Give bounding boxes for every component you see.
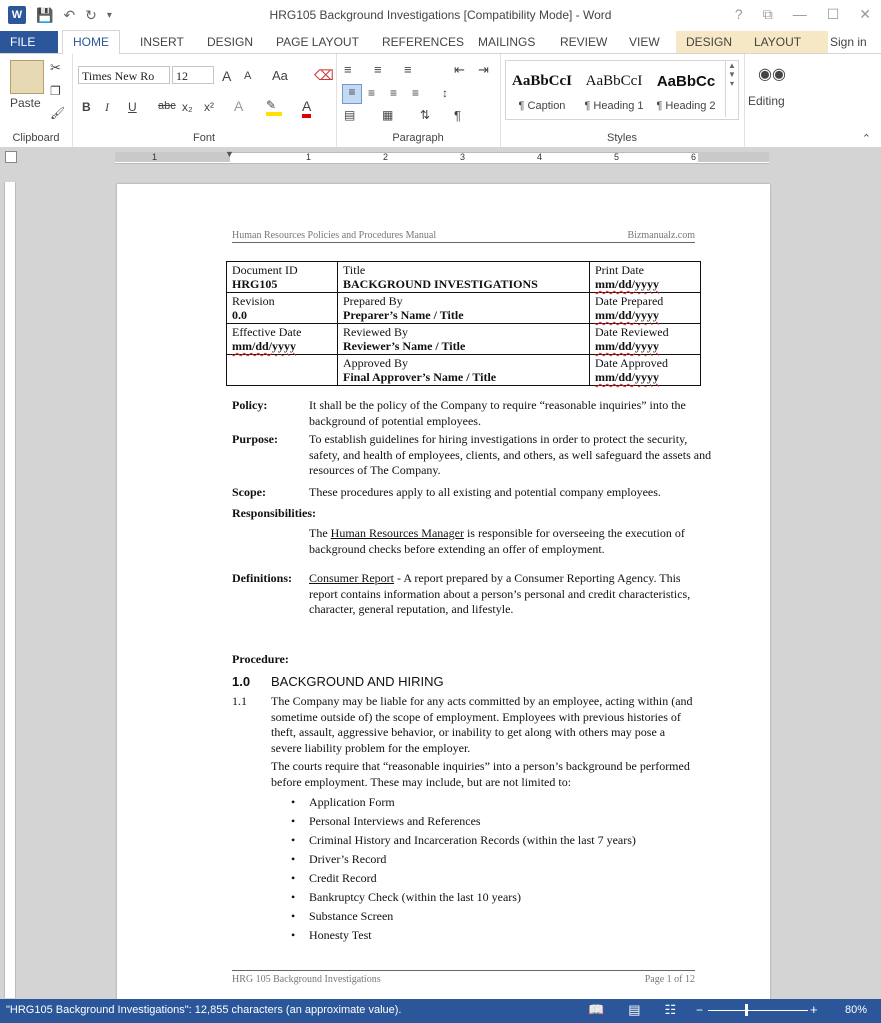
style-caption-sample: AaBbCcI — [511, 73, 572, 89]
horizontal-ruler[interactable] — [0, 147, 881, 167]
table-cell[interactable]: Date Approved mm/dd/yyyy — [590, 355, 701, 386]
align-right-icon[interactable]: ≡ — [390, 86, 398, 100]
format-painter-icon[interactable]: 🖌 — [50, 106, 66, 120]
styles-gallery — [505, 60, 739, 120]
purpose-text: To establish guidelines for hiring investigations in order to protect the security, safety, and health of employees, clients, and others, as well safeguard the assets and resources of The Company. — [309, 432, 712, 477]
tab-selector-icon[interactable] — [5, 151, 17, 163]
section-1-1-text: The Company may be liable for any acts committed by an employee, acting within (and sometime outside of) the scope of employment. Employees with previous histories of theft, assault, aggressive behavior, or inability to get along with others may pose a severe liability problem for the employer. — [271, 694, 693, 755]
section-1-1-number: 1.1 — [232, 694, 247, 708]
procedure-label: Procedure: — [232, 652, 289, 666]
copy-icon[interactable]: ❐ — [50, 84, 61, 98]
zoom-slider-handle[interactable] — [745, 1004, 748, 1016]
definitions-text: Consumer Report - A report prepared by a Consumer Reporting Agency. This report contains information about a person’s personal and credit characteristics, character, general reputation, and lifestyle. — [309, 571, 691, 616]
ruler-number: 1 — [306, 152, 312, 162]
heading-number: 1.0 — [232, 674, 251, 689]
table-cell[interactable]: Date Reviewed mm/dd/yyyy — [590, 324, 701, 355]
line-spacing-icon[interactable]: ↕ — [442, 86, 448, 100]
list-item: • Credit Record — [309, 869, 729, 888]
clear-formatting-icon[interactable]: ⌫ — [314, 67, 334, 83]
indent-marker-icon[interactable]: ▼ — [225, 149, 234, 159]
scope-text: These procedures apply to all existing and potential company employees. — [309, 485, 661, 499]
tab-design[interactable]: DESIGN — [207, 35, 254, 49]
show-marks-icon[interactable]: ¶ — [454, 108, 461, 123]
styles-scroll[interactable]: ▲ ▼ ▾ — [725, 61, 738, 117]
list-item: • Application Form — [309, 793, 729, 812]
clipboard-group-label: Clipboard — [12, 132, 60, 144]
ruler-number: 5 — [614, 152, 620, 162]
paste-button[interactable]: Paste — [10, 96, 41, 110]
ruler-number: 6 — [691, 152, 697, 162]
document-page[interactable] — [117, 184, 770, 1023]
window-title: HRG105 Background Investigations [Compatibility Mode] - Word — [269, 8, 612, 22]
table-cell[interactable]: Date Prepared mm/dd/yyyy — [590, 293, 701, 324]
inquiries-list — [309, 793, 729, 945]
styles-group-label: Styles — [607, 132, 637, 144]
multilevel-list-icon[interactable]: ≡ — [404, 62, 412, 77]
table-row — [227, 293, 701, 324]
shrink-font-button[interactable]: A — [244, 70, 252, 82]
table-cell[interactable]: Approved By Final Approver’s Name / Title — [338, 355, 590, 386]
zoom-slider[interactable] — [708, 1010, 808, 1011]
font-size-box[interactable]: 12 — [172, 66, 214, 84]
table-cell[interactable]: Title BACKGROUND INVESTIGATIONS — [338, 262, 590, 293]
vertical-ruler[interactable] — [4, 182, 16, 998]
scope-section — [232, 485, 712, 501]
font-group — [72, 54, 337, 147]
ruler-number: 3 — [460, 152, 466, 162]
strikethrough-button[interactable]: abc — [158, 100, 176, 112]
collapse-ribbon-icon[interactable]: ⌃ — [861, 133, 871, 145]
redo-icon[interactable]: ↻ — [85, 6, 97, 23]
find-binoculars-icon[interactable]: ◉◉ — [758, 66, 786, 83]
ruler-right-margin — [698, 152, 769, 162]
ribbon-display-icon[interactable]: ⧉ — [762, 6, 773, 22]
tab-review[interactable]: REVIEW — [560, 35, 608, 49]
clipboard-group — [0, 54, 73, 147]
table-cell[interactable] — [227, 355, 338, 386]
borders-icon[interactable]: ▦ — [382, 108, 394, 122]
tab-mailings[interactable]: MAILINGS — [478, 35, 536, 49]
tab-insert[interactable]: INSERT — [140, 35, 184, 49]
section-1-1-continued — [232, 759, 712, 791]
procedure-section — [232, 652, 712, 668]
policy-text: It shall be the policy of the Company to require “reasonable inquiries” into the background of potential employees. — [309, 398, 686, 428]
window-controls — [735, 6, 871, 23]
ribbon-tabs — [0, 31, 881, 54]
style-caption-name: ¶ Caption — [518, 100, 566, 112]
tab-page-layout[interactable]: PAGE LAYOUT — [276, 35, 359, 49]
ruler-number: 4 — [537, 152, 543, 162]
policy-section — [232, 398, 712, 430]
consumer-report-term[interactable]: Consumer Report — [309, 571, 394, 585]
font-color-icon[interactable]: A — [302, 98, 311, 118]
grow-font-button[interactable]: A — [222, 68, 232, 84]
heading-1-0 — [232, 674, 444, 689]
list-item: • Bankruptcy Check (within the last 10 years) — [309, 888, 729, 907]
list-item: • Honesty Test — [309, 926, 729, 945]
customize-qat-icon[interactable]: ▾ — [106, 9, 112, 21]
zoom-out-button[interactable]: − — [696, 1003, 704, 1017]
header-right: Bizmanualz.com — [627, 230, 695, 241]
cut-icon[interactable]: ✂ — [50, 60, 61, 75]
style-caption[interactable] — [506, 61, 578, 117]
definitions-label: Definitions: — [232, 571, 292, 585]
style-heading-1[interactable] — [578, 61, 650, 117]
table-cell[interactable]: Print Date mm/dd/yyyy — [590, 262, 701, 293]
change-case-button[interactable]: Aa — [272, 68, 288, 83]
responsibilities-section — [232, 506, 712, 522]
responsibilities-text: The Human Resources Manager is responsible for overseeing the execution of background checks before extending an offer of employment. — [309, 526, 685, 556]
table-cell[interactable]: Document ID HRG105 — [227, 262, 338, 293]
text-effects-icon[interactable]: A — [234, 98, 244, 114]
help-icon[interactable]: ? — [734, 6, 743, 22]
align-left-icon[interactable]: ≡ — [342, 84, 362, 104]
web-layout-icon[interactable]: ☷ — [664, 1002, 677, 1017]
style-heading-2-sample: AaBbCc — [656, 73, 716, 90]
table-cell[interactable]: Prepared By Preparer’s Name / Title — [338, 293, 590, 324]
list-item: • Substance Screen — [309, 907, 729, 926]
save-icon[interactable]: 💾 — [36, 6, 54, 23]
font-name-box[interactable]: Times New Ro — [78, 66, 170, 84]
table-row — [227, 324, 701, 355]
purpose-label: Purpose: — [232, 432, 278, 446]
editing-button[interactable]: Editing — [748, 94, 785, 108]
word-app-icon[interactable]: W — [8, 6, 26, 24]
increase-indent-icon[interactable]: ⇥ — [478, 62, 489, 77]
bullets-icon[interactable]: ≡ — [344, 62, 352, 77]
ribbon-home — [0, 54, 881, 148]
italic-button[interactable]: I — [105, 100, 109, 114]
table-row — [227, 355, 701, 386]
responsibilities-label: Responsibilities: — [232, 506, 317, 520]
list-item: • Criminal History and Incarceration Records (within the last 7 years) — [309, 831, 729, 850]
bold-button[interactable]: B — [82, 100, 91, 114]
section-1-1-continued-text: The courts require that “reasonable inquiries” into a person’s background be performed before employment. These may include, but are not limited to: — [271, 759, 690, 789]
sign-in-link[interactable]: Sign in — [830, 35, 867, 49]
shading-icon[interactable]: ▤ — [344, 108, 356, 122]
maximize-icon[interactable]: ☐ — [826, 6, 840, 22]
policy-label: Policy: — [232, 398, 268, 412]
header-left: Human Resources Policies and Procedures Manual — [232, 230, 437, 241]
heading-text: BACKGROUND AND HIRING — [271, 674, 444, 689]
tab-file[interactable]: FILE — [0, 31, 58, 53]
section-1-1 — [232, 694, 712, 758]
page-footer — [232, 970, 695, 985]
purpose-section — [232, 432, 712, 480]
document-meta-table — [226, 261, 701, 386]
subscript-button[interactable]: x₂ — [182, 100, 193, 114]
ruler-number: 2 — [383, 152, 389, 162]
undo-icon[interactable]: ↶ — [63, 6, 76, 23]
paragraph-group-label: Paragraph — [392, 132, 444, 144]
style-heading-1-name: ¶ Heading 1 — [584, 100, 644, 112]
hr-manager-link[interactable]: Human Resources Manager — [330, 526, 464, 540]
minimize-icon[interactable]: — — [792, 6, 807, 22]
decrease-indent-icon[interactable]: ⇤ — [454, 62, 465, 77]
tab-table-layout[interactable]: LAYOUT — [744, 31, 828, 53]
style-heading-2[interactable] — [650, 61, 722, 117]
list-item: • Driver’s Record — [309, 850, 729, 869]
footer-right: Page 1 of 12 — [644, 974, 695, 985]
tab-references[interactable]: REFERENCES — [382, 35, 465, 49]
align-center-icon[interactable]: ≡ — [368, 86, 376, 100]
definitions-section — [232, 571, 712, 619]
zoom-in-button[interactable]: + — [810, 1002, 818, 1017]
font-group-label: Font — [192, 132, 215, 144]
list-item: • Personal Interviews and References — [309, 812, 729, 831]
style-heading-2-name: ¶ Heading 2 — [656, 100, 716, 112]
status-message: "HRG105 Background Investigations": 12,855 characters (an approximate value). — [6, 1004, 402, 1016]
footer-left: HRG 105 Background Investigations — [232, 974, 381, 985]
paste-icon[interactable] — [10, 60, 44, 94]
close-icon[interactable]: ✕ — [859, 6, 871, 22]
superscript-button[interactable]: x² — [204, 100, 214, 114]
read-mode-icon[interactable]: 📖 — [588, 1002, 605, 1017]
tab-view[interactable]: VIEW — [629, 35, 660, 49]
print-layout-icon[interactable]: ▤ — [628, 1002, 641, 1017]
view-buttons — [588, 1002, 676, 1018]
underline-button[interactable]: U — [128, 100, 137, 114]
sort-icon[interactable]: ⇅ — [420, 108, 431, 122]
scope-label: Scope: — [232, 485, 266, 499]
tab-table-design[interactable]: DESIGN — [676, 31, 748, 53]
responsibilities-body — [232, 526, 712, 558]
table-cell[interactable]: Reviewed By Reviewer’s Name / Title — [338, 324, 590, 355]
title-bar — [0, 0, 881, 31]
page-header — [232, 230, 695, 243]
editing-group — [744, 54, 796, 147]
paragraph-group — [336, 54, 501, 147]
status-bar — [0, 999, 881, 1023]
zoom-level[interactable]: 80% — [844, 1004, 867, 1016]
table-row — [227, 262, 701, 293]
style-heading-1-sample: AaBbCcI — [585, 73, 643, 89]
highlight-icon[interactable]: ✎ — [266, 98, 282, 116]
ruler-left-margin — [115, 152, 230, 162]
table-cell[interactable]: Effective Date mm/dd/yyyy — [227, 324, 338, 355]
justify-icon[interactable]: ≡ — [412, 86, 420, 100]
numbering-icon[interactable]: ≡ — [374, 62, 382, 77]
table-cell[interactable]: Revision 0.0 — [227, 293, 338, 324]
tab-home[interactable]: HOME — [62, 30, 120, 55]
ruler-number: 1 — [152, 152, 158, 162]
